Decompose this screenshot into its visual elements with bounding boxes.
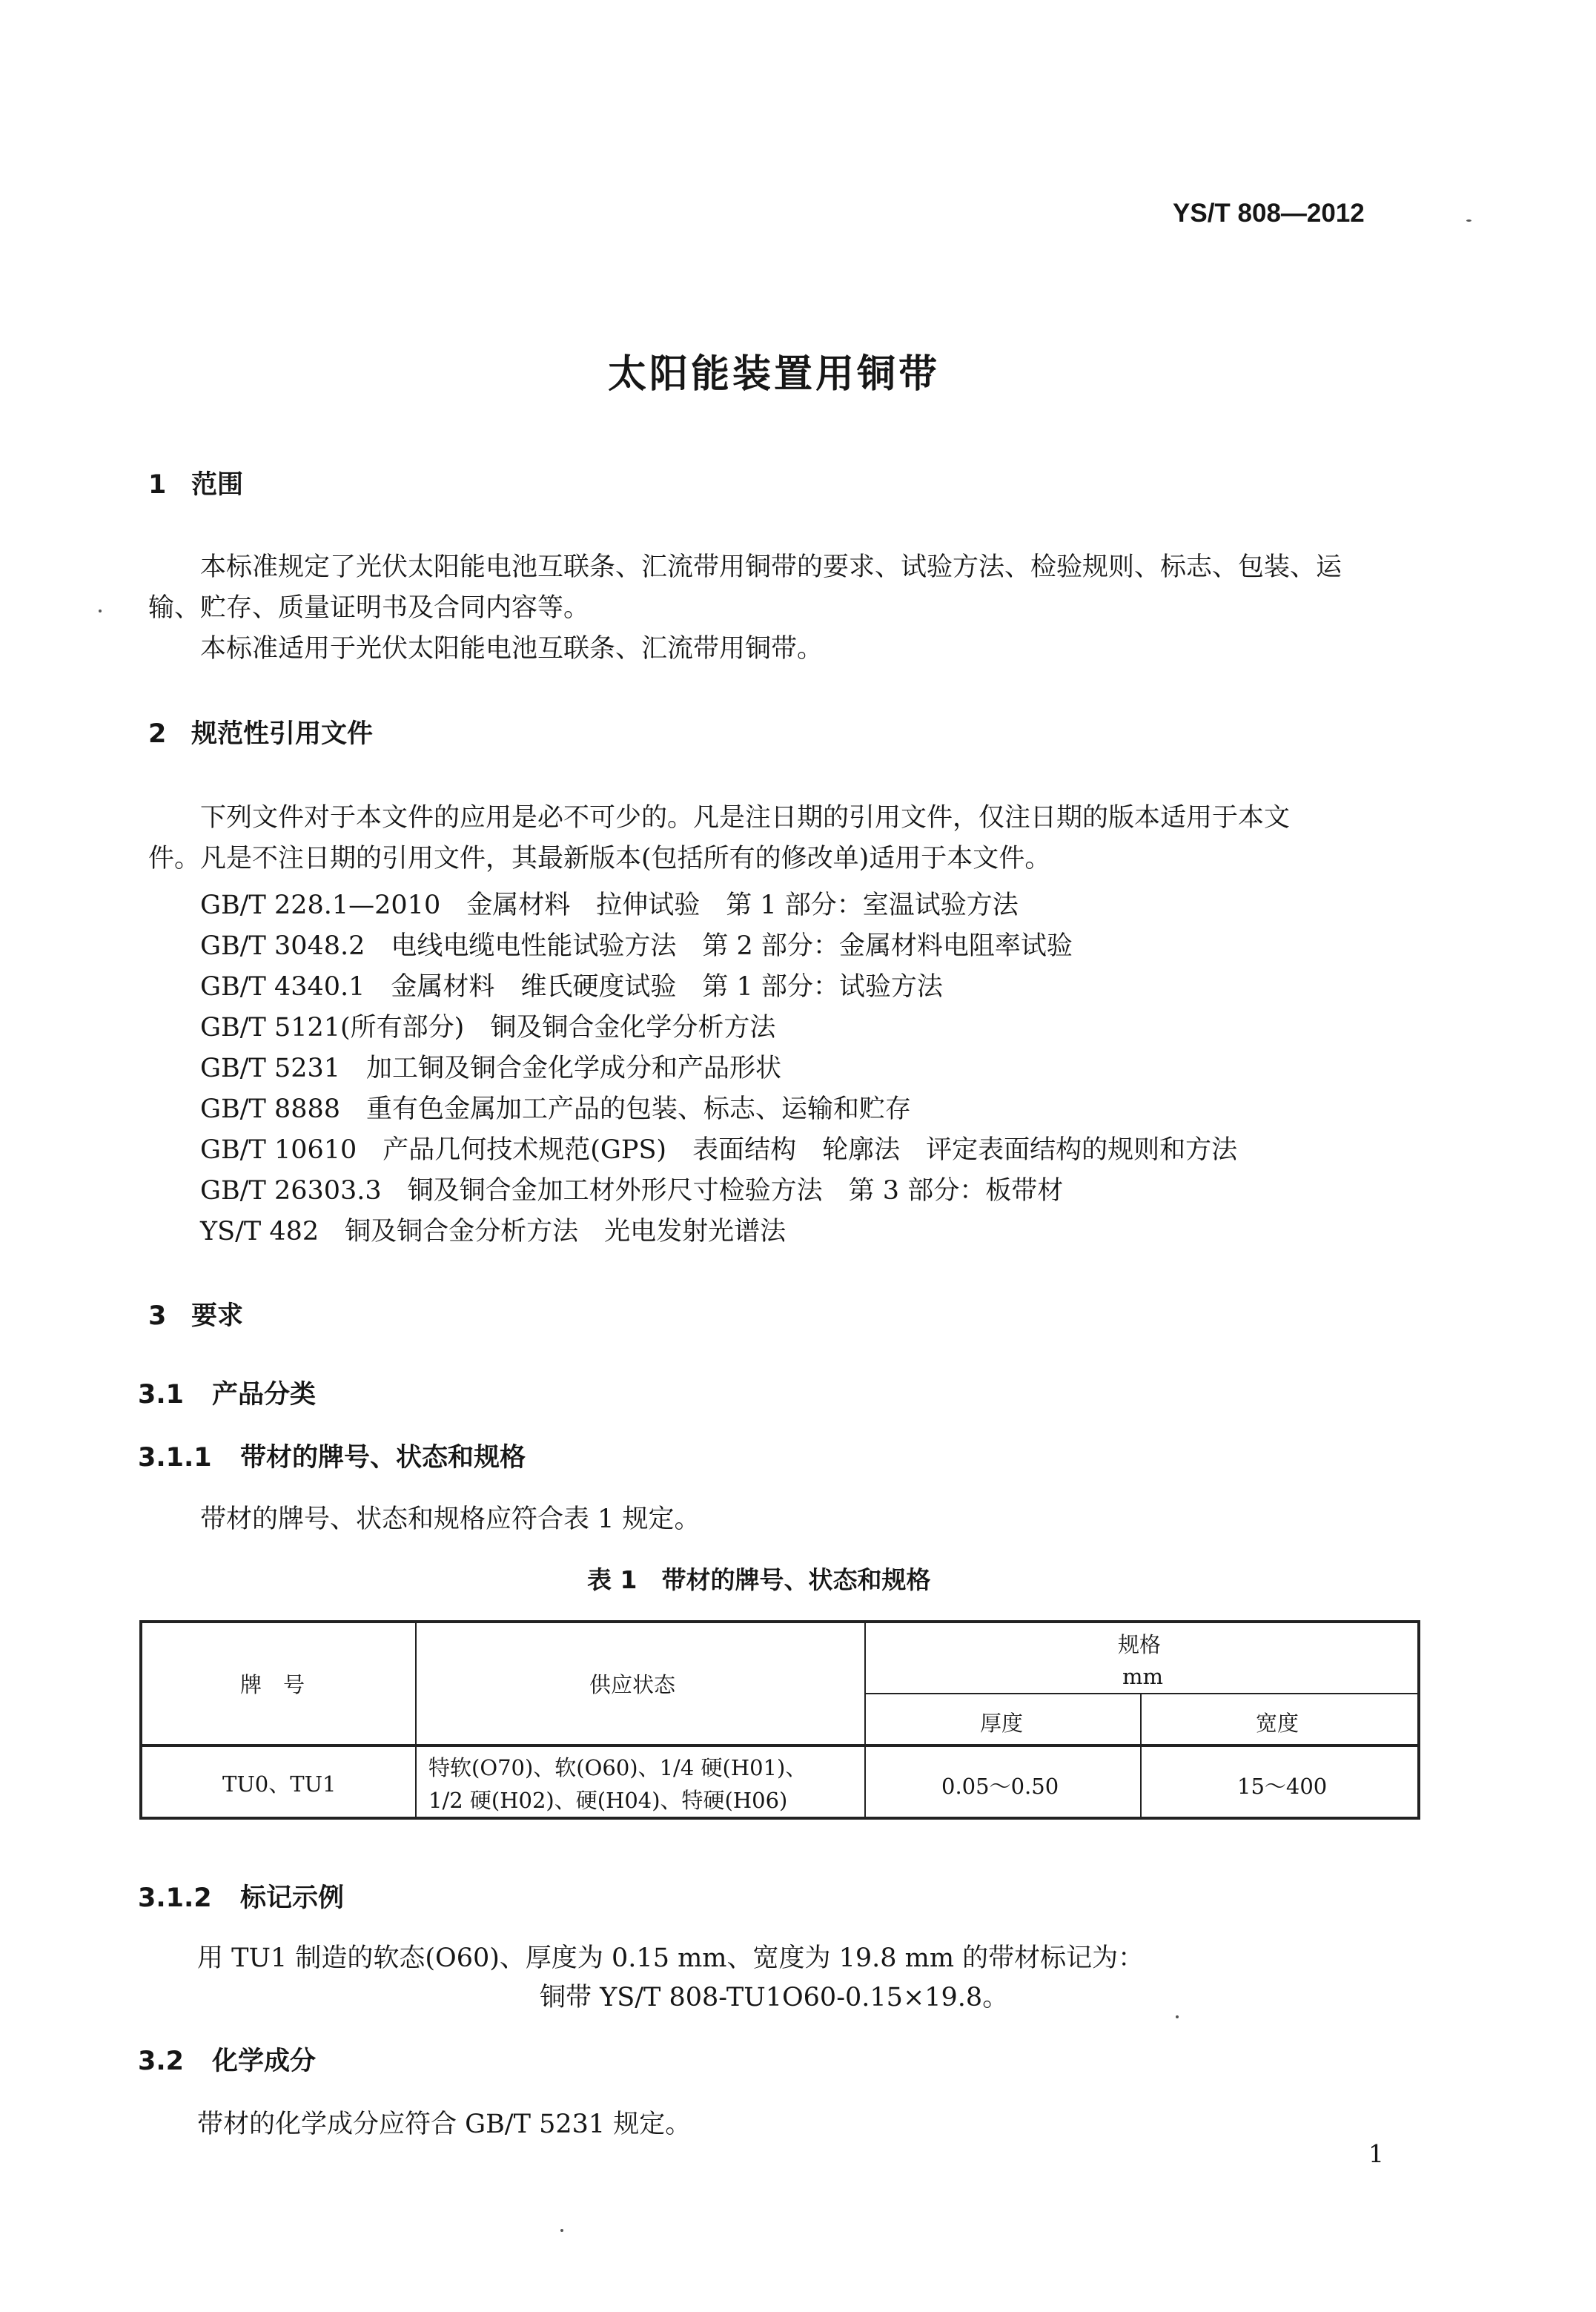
section-1-paragraph-1-line-1: 本标准规定了光伏太阳能电池互联条、汇流带用铜带的要求、试验方法、检验规则、标志、包装、运 <box>200 552 1342 582</box>
section-number: 3.2 <box>138 2047 185 2076</box>
section-title: 规范性引用文件 <box>191 719 374 749</box>
table-cell-width: 15～400 <box>1237 1774 1328 1799</box>
reference-item: GB/T 10610 产品几何技术规范(GPS) 表面结构 轮廓法 评定表面结构的规则和方法 <box>200 1135 1238 1165</box>
section-3-2-heading <box>138 2041 316 2078</box>
section-number: 3.1.2 <box>138 1883 212 1913</box>
table-column-rule <box>864 1620 866 1820</box>
section-title: 要求 <box>191 1301 244 1331</box>
page-number: 1 <box>1368 2139 1384 2168</box>
section-1-paragraph-1-line-2: 输、贮存、质量证明书及合同内容等。 <box>148 593 590 623</box>
reference-item: GB/T 26303.3 铜及铜合金加工材外形尺寸检验方法 第 3 部分：板带材 <box>200 1176 1064 1206</box>
table-cell-supply-state-line-1: 特软(O70)、软(O60)、1/4 硬(H01)、 <box>428 1755 807 1780</box>
section-title: 范围 <box>191 470 244 500</box>
section-3-1-1-text: 带材的牌号、状态和规格应符合表 1 规定。 <box>200 1505 701 1534</box>
section-title: 产品分类 <box>212 1380 317 1410</box>
table-rule-header-bottom <box>139 1744 1420 1747</box>
section-1-paragraph-2: 本标准适用于光伏太阳能电池互联条、汇流带用铜带。 <box>200 634 824 664</box>
table-cell-supply-state-line-2: 1/2 硬(H02)、硬(H04)、特硬(H06) <box>428 1788 788 1813</box>
table-border-left <box>139 1620 142 1820</box>
reference-item: GB/T 8888 重有色金属加工产品的包装、标志、运输和贮存 <box>200 1094 912 1124</box>
section-2-heading <box>148 713 373 750</box>
section-number: 3.1 <box>138 1380 185 1410</box>
table-header-width: 宽度 <box>1256 1711 1299 1736</box>
table-header-supply-state: 供应状态 <box>589 1672 676 1697</box>
section-3-heading <box>148 1295 243 1332</box>
section-2-intro-line-1: 下列文件对于本文件的应用是必不可少的。凡是注日期的引用文件，仅注日期的版本适用于本文 <box>200 803 1291 833</box>
reference-item: YS/T 482 铜及铜合金分析方法 光电发射光谱法 <box>200 1217 787 1246</box>
table-column-rule <box>415 1620 417 1820</box>
section-number: 2 <box>148 719 167 749</box>
table-1-caption: 表 1 带材的牌号、状态和规格 <box>587 1565 931 1594</box>
scan-speck <box>99 610 102 612</box>
section-title: 化学成分 <box>212 2047 317 2076</box>
marking-example: 铜带 YS/T 808-TU1O60-0.15×19.8。 <box>540 1983 1009 2012</box>
section-3-2-text: 带材的化学成分应符合 GB/T 5231 规定。 <box>197 2110 692 2139</box>
table-header-spec: 规格 <box>1118 1632 1162 1657</box>
section-number: 3.1.1 <box>138 1443 212 1473</box>
scan-speck <box>560 2229 563 2232</box>
scan-speck <box>1466 219 1471 222</box>
section-number: 3 <box>148 1301 167 1331</box>
table-border-top <box>139 1620 1420 1623</box>
section-2-intro-line-2: 件。凡是不注日期的引用文件，其最新版本(包括所有的修改单)适用于本文件。 <box>148 844 1051 873</box>
scan-speck <box>1176 2015 1179 2018</box>
section-3-1-heading <box>138 1374 316 1411</box>
section-title: 带材的牌号、状态和规格 <box>240 1443 526 1473</box>
document-code: YS/T 808—2012 <box>1173 199 1365 228</box>
reference-item: GB/T 5121(所有部分) 铜及铜合金化学分析方法 <box>200 1013 776 1043</box>
table-header-unit: mm <box>1122 1664 1163 1689</box>
section-3-1-2-heading <box>138 1877 344 1915</box>
section-number: 1 <box>148 470 167 500</box>
table-column-rule <box>1140 1693 1142 1820</box>
table-border-bottom <box>139 1817 1420 1820</box>
table-border-right <box>1417 1620 1420 1820</box>
section-3-1-2-text: 用 TU1 制造的软态(O60)、厚度为 0.15 mm、宽度为 19.8 mm 的带材标记为： <box>197 1943 1145 1973</box>
table-header-grade: 牌 号 <box>240 1672 305 1697</box>
reference-item: GB/T 5231 加工铜及铜合金化学成分和产品形状 <box>200 1054 782 1083</box>
table-cell-thickness: 0.05～0.50 <box>941 1774 1059 1799</box>
section-title: 标记示例 <box>240 1883 345 1913</box>
reference-item: GB/T 3048.2 电线电缆电性能试验方法 第 2 部分：金属材料电阻率试验 <box>200 931 1073 961</box>
section-1-heading <box>148 464 243 501</box>
section-3-1-1-heading <box>138 1437 526 1474</box>
reference-item: GB/T 228.1—2010 金属材料 拉伸试验 第 1 部分：室温试验方法 <box>200 891 1019 920</box>
table-rule-spec-split <box>864 1693 1420 1694</box>
table-cell-grade: TU0、TU1 <box>222 1771 337 1797</box>
reference-item: GB/T 4340.1 金属材料 维氏硬度试验 第 1 部分：试验方法 <box>200 972 943 1002</box>
document-title: 太阳能装置用铜带 <box>608 352 941 397</box>
table-header-thickness: 厚度 <box>980 1711 1024 1736</box>
